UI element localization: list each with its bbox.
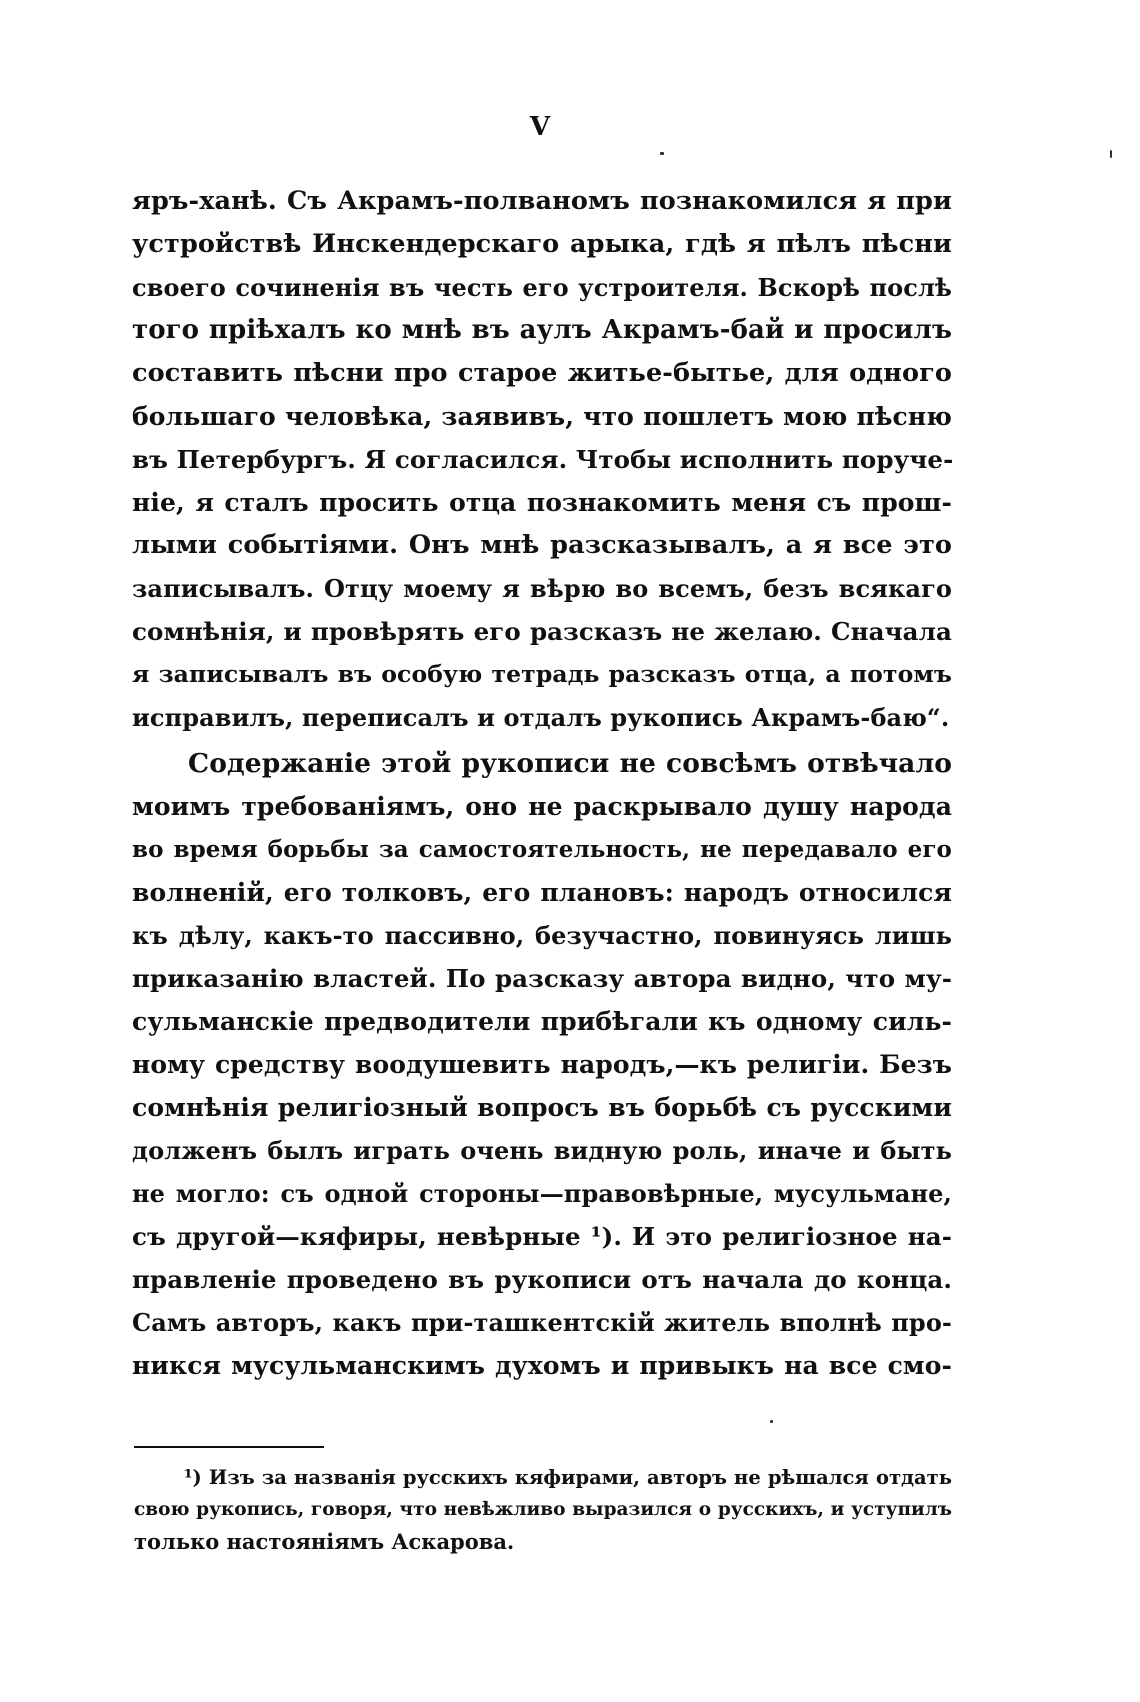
text-line: долженъ былъ играть очень видную роль, иначе и быть — [132, 1136, 952, 1165]
text-line: своего сочиненія въ честь его устроителя. Вскорѣ послѣ — [132, 273, 952, 302]
body-text — [132, 180, 952, 1387]
text-line: устройствѣ Инскендерскаго арыка, гдѣ я пѣлъ пѣсни — [132, 229, 952, 259]
text-line: во время борьбы за самостоятельность, не передавало его — [132, 836, 952, 863]
footnote-line: ¹) Изъ за названія русскихъ кяфирами, авторъ не рѣшался отдать — [184, 1466, 952, 1489]
text-line: лыми событіями. Онъ мнѣ разсказывалъ, а я все это — [132, 530, 952, 560]
text-line: Самъ авторъ, какъ при-ташкентскій житель вполнѣ про- — [132, 1308, 952, 1337]
text-line: никся мусульманскимъ духомъ и привыкъ на все смо- — [132, 1351, 952, 1380]
scan-speck — [660, 152, 664, 155]
text-line: волненій, его толковъ, его плановъ: народъ относился — [132, 878, 952, 907]
text-line: сомнѣнія, и провѣрять его разсказъ не желаю. Сначала — [132, 617, 952, 646]
text-line: я записывалъ въ особую тетрадь разсказъ отца, а потомъ — [132, 660, 952, 688]
footnote-line: свою рукопись, говоря, что невѣжливо выразился о русскихъ, и уступилъ — [134, 1499, 952, 1520]
text-line: большаго человѣка, заявивъ, что пошлетъ мою пѣсню — [132, 402, 952, 431]
text-line: составить пѣсни про старое житье-бытье, для одного — [132, 358, 952, 388]
footnote-separator — [134, 1446, 324, 1448]
text-line: въ Петербургъ. Я согласился. Чтобы исполнить поруче- — [132, 445, 954, 474]
text-line: сомнѣнія религіозный вопросъ въ борьбѣ съ русскими — [132, 1093, 952, 1122]
text-line: записывалъ. Отцу моему я вѣрю во всемъ, безъ всякаго — [132, 574, 952, 603]
text-line: къ дѣлу, какъ-то пассивно, безучастно, повинуясь лишь — [132, 921, 952, 950]
page-number: V — [529, 112, 551, 142]
text-line: не могло: съ одной стороны—правовѣрные, мусульмане, — [132, 1179, 952, 1208]
text-line: сульманскіе предводители прибѣгали къ одному силь- — [132, 1007, 952, 1036]
text-line: моимъ требованіямъ, оно не раскрывало душу народа — [132, 792, 952, 821]
footnote-line: только настояніямъ Аскарова. — [134, 1529, 515, 1554]
scan-speck — [1110, 150, 1112, 158]
text-line: ніе, я сталъ просить отца познакомить меня съ прош- — [132, 488, 952, 517]
text-line: исправилъ, переписалъ и отдалъ рукопись Акрамъ-баю“. — [132, 703, 950, 732]
footnotes — [134, 1462, 952, 1558]
text-line: яръ-ханѣ. Съ Акрамъ-полваномъ познакомился я при — [132, 186, 952, 216]
text-line: правленіе проведено въ рукописи отъ начала до конца. — [132, 1265, 952, 1294]
text-line: того пріѣхалъ ко мнѣ въ аулъ Акрамъ-бай и просилъ — [132, 315, 952, 345]
text-line: Содержаніе этой рукописи не совсѣмъ отвѣчало — [188, 748, 952, 779]
text-line: приказанію властей. По разсказу автора видно, что му- — [132, 964, 952, 993]
scan-speck — [770, 1420, 773, 1423]
text-line: ному средству воодушевить народъ,—къ религіи. Безъ — [132, 1050, 952, 1079]
text-line: съ другой—кяфиры, невѣрные ¹). И это религіозное на- — [132, 1222, 952, 1251]
